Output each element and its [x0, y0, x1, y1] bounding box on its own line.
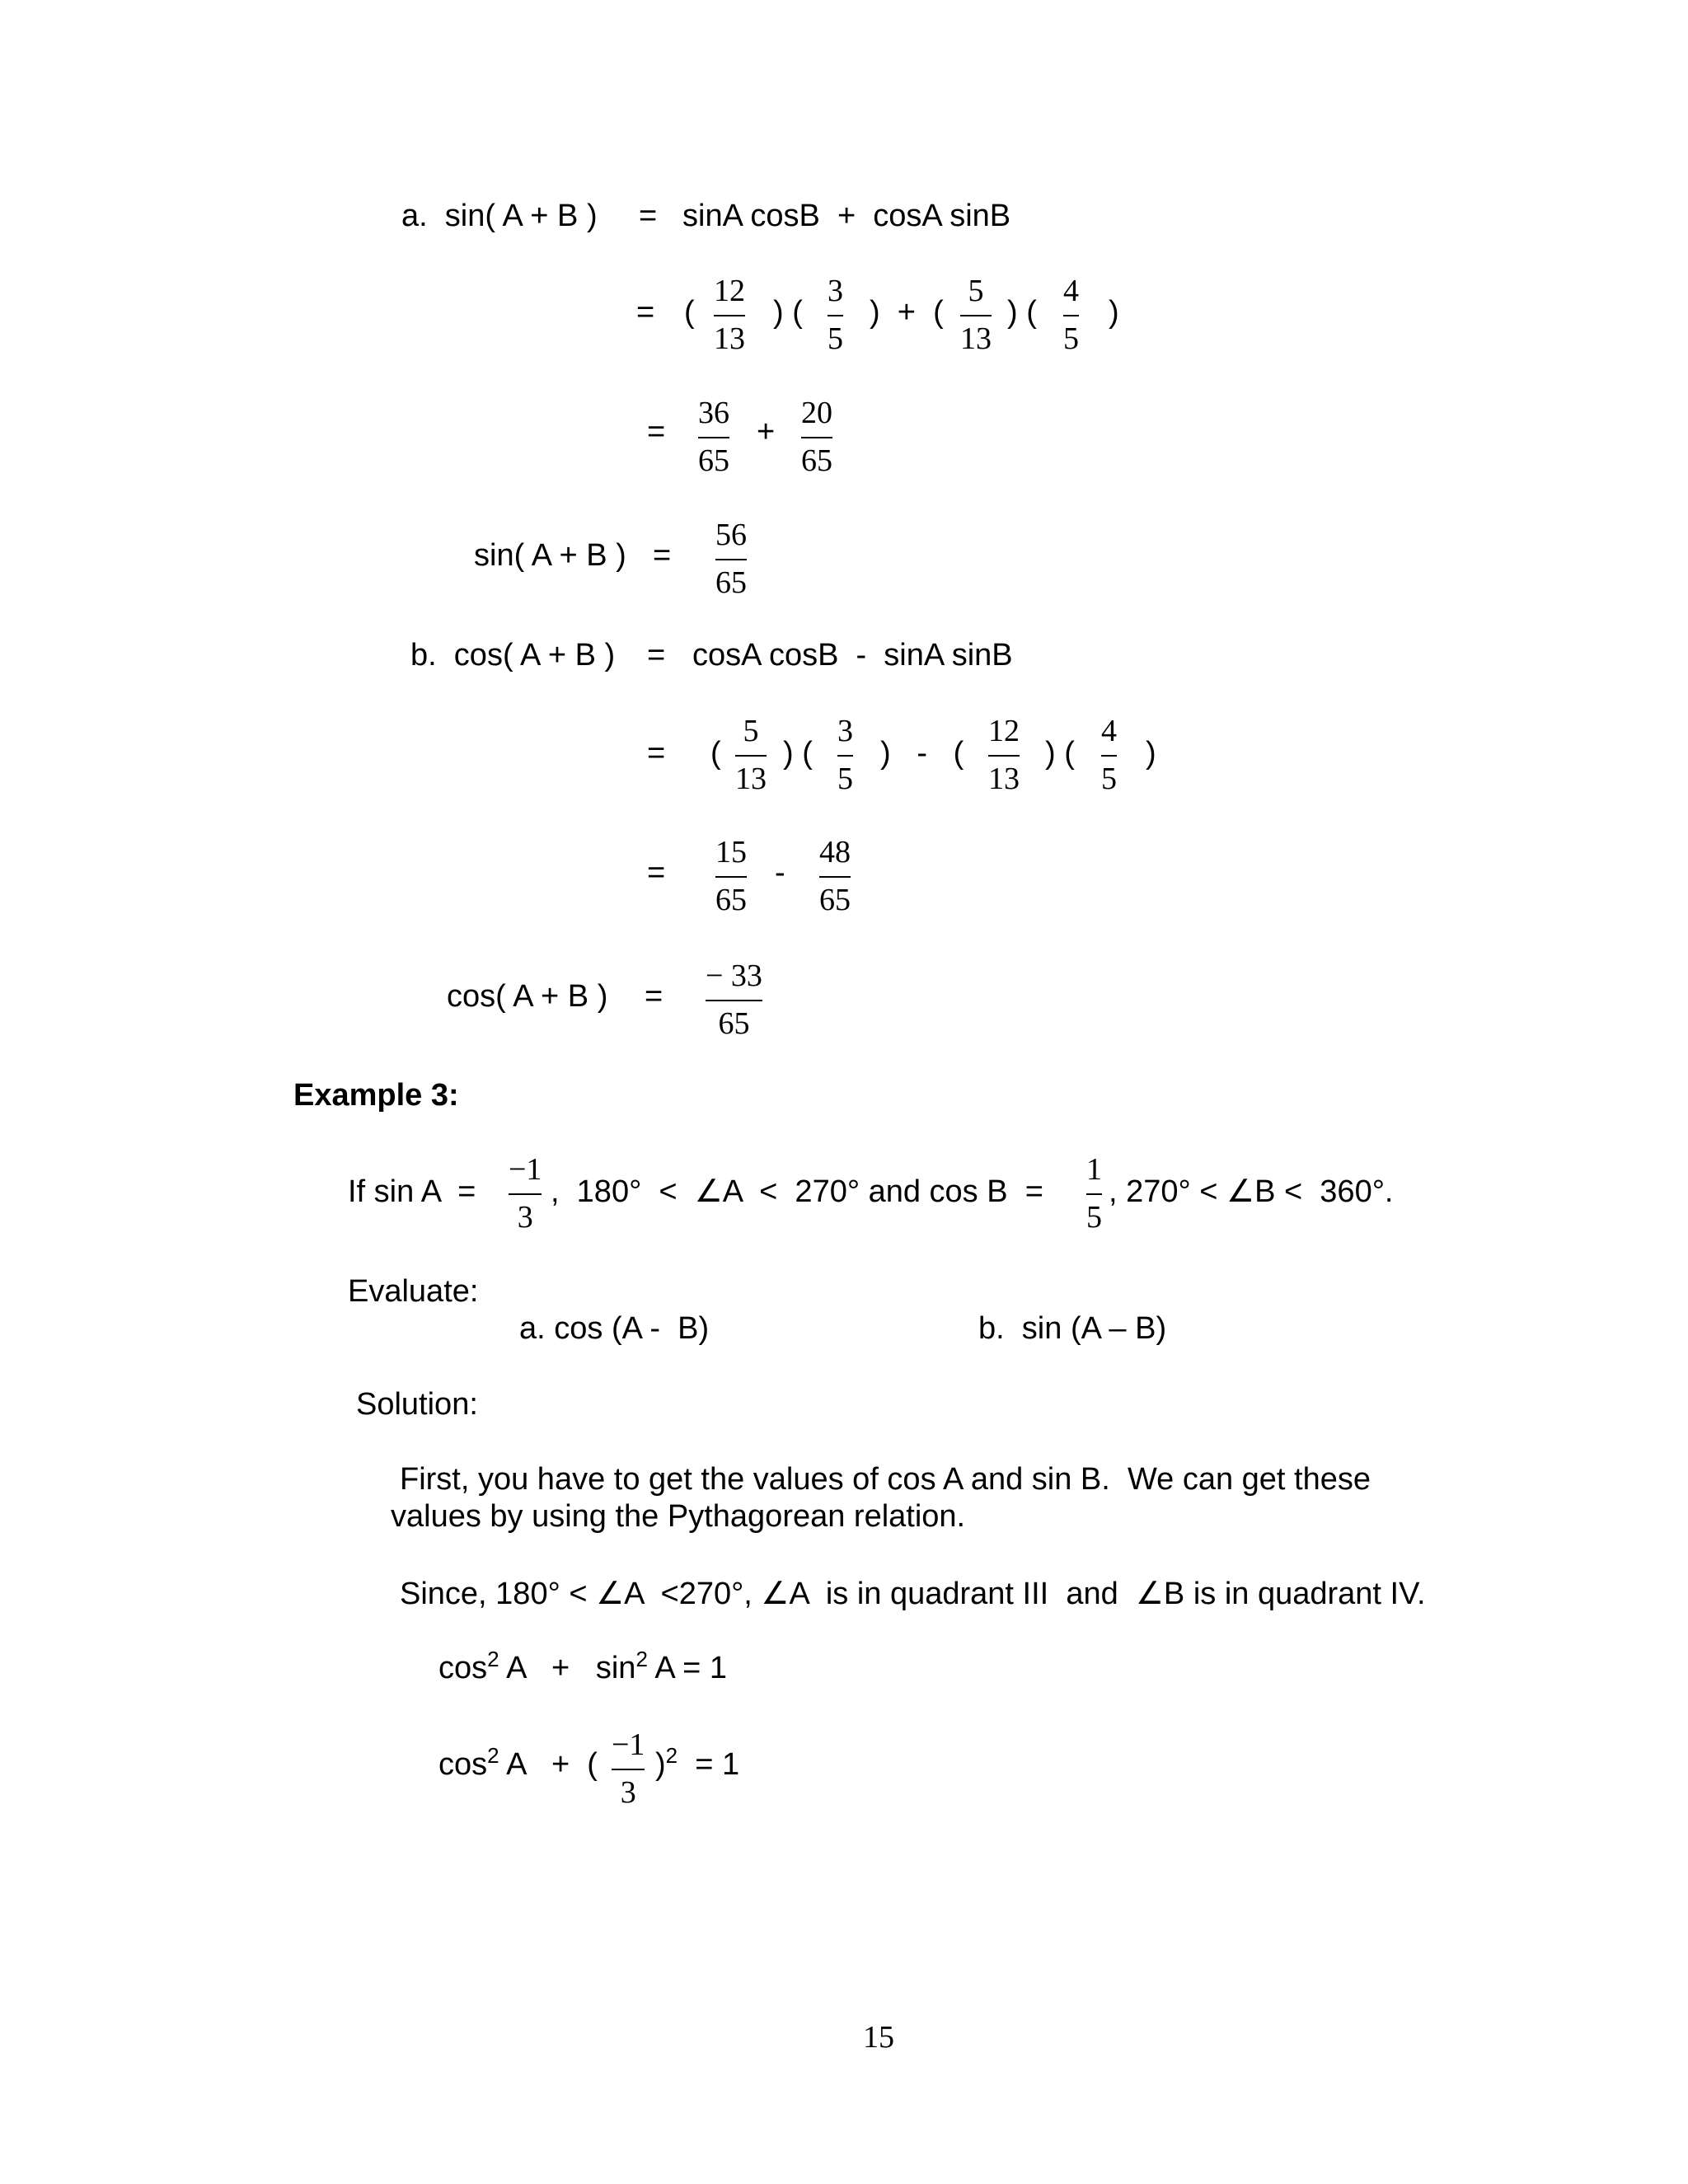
denominator: 5 — [1063, 321, 1079, 356]
part-b-equals: = — [647, 638, 666, 673]
fraction — [698, 397, 729, 476]
evaluate-label: Evaluate: — [348, 1274, 479, 1309]
part-a-equals: = — [639, 199, 658, 233]
denominator: 65 — [801, 443, 832, 478]
numerator: 12 — [988, 714, 1020, 748]
denominator: 13 — [735, 762, 767, 796]
exponent: 2 — [635, 1647, 648, 1671]
part-a-lhs: a. sin( A + B ) — [401, 199, 598, 233]
denominator: 5 — [1101, 762, 1117, 796]
fraction — [509, 1154, 542, 1233]
operator: + — [757, 415, 776, 449]
text: A = 1 — [647, 1651, 728, 1685]
denominator: 65 — [715, 565, 747, 600]
part-b-line2-equals: = — [647, 736, 666, 771]
page-number: 15 — [863, 2020, 894, 2055]
fraction — [837, 715, 853, 794]
part-b-result-equals: = — [645, 979, 663, 1014]
denominator: 5 — [1086, 1200, 1102, 1235]
fraction — [735, 715, 767, 794]
fraction — [801, 397, 832, 476]
given-prefix: If sin A = — [348, 1174, 476, 1209]
paren: ) ( — [1045, 736, 1075, 771]
denominator: 3 — [620, 1775, 636, 1810]
numerator: 5 — [968, 274, 984, 308]
numerator: 56 — [715, 518, 747, 552]
numerator: 4 — [1063, 274, 1079, 308]
paragraph-line: values by using the Pythagorean relation. — [391, 1499, 966, 1534]
paren: ) — [1146, 736, 1156, 771]
part-a-identity: sinA cosB + cosA sinB — [682, 199, 1011, 233]
part-b-line3-equals: = — [647, 855, 666, 890]
denominator: 5 — [837, 762, 853, 796]
paren: ) ( — [783, 736, 813, 771]
part-a-line3-equals: = — [647, 415, 666, 449]
part-b-identity: cosA cosB - sinA sinB — [692, 638, 1013, 673]
denominator: 65 — [819, 883, 851, 917]
paren: ) ( — [773, 295, 803, 330]
paren: ) — [1109, 295, 1119, 330]
fraction — [1086, 1154, 1102, 1233]
evaluate-item-b: b. sin (A – B) — [978, 1311, 1167, 1346]
equation-pythagorean — [438, 1647, 728, 1685]
numerator: −1 — [509, 1152, 542, 1187]
solution-label: Solution: — [356, 1387, 478, 1422]
denominator: 13 — [988, 762, 1020, 796]
operator: ) - ( — [880, 736, 964, 771]
fraction — [706, 960, 762, 1039]
numerator: −1 — [612, 1727, 645, 1762]
denominator: 13 — [714, 321, 745, 356]
part-a-line2-equals: = — [636, 295, 655, 330]
exponent: 2 — [487, 1647, 499, 1671]
fraction — [1101, 715, 1117, 794]
fraction — [828, 275, 843, 354]
denominator: 65 — [718, 1006, 750, 1041]
equation-substituted — [438, 1743, 598, 1782]
numerator: 1 — [1086, 1152, 1102, 1187]
denominator: 5 — [828, 321, 843, 356]
numerator: 12 — [714, 274, 745, 308]
operator: - — [775, 855, 785, 890]
fraction — [715, 519, 747, 598]
paragraph-line: First, you have to get the values of cos A and sin B. We can get these — [400, 1462, 1371, 1497]
numerator: − 33 — [706, 958, 762, 993]
equation-substituted-tail — [655, 1743, 740, 1782]
exponent: 2 — [487, 1743, 499, 1768]
fraction — [612, 1729, 645, 1808]
paren: ) ( — [1007, 295, 1037, 330]
example-heading: Example 3: — [293, 1078, 459, 1113]
text: A + ( — [499, 1747, 598, 1782]
numerator: 36 — [698, 396, 729, 430]
text: = 1 — [678, 1747, 740, 1782]
fraction — [988, 715, 1020, 794]
text: cos — [438, 1651, 488, 1685]
fraction — [960, 275, 992, 354]
numerator: 4 — [1101, 714, 1117, 748]
text: cos — [438, 1747, 488, 1782]
paren: ( — [710, 736, 721, 771]
paren: ( — [684, 295, 695, 330]
numerator: 3 — [837, 714, 853, 748]
fraction — [819, 837, 851, 916]
denominator: 65 — [698, 443, 729, 478]
evaluate-item-a: a. cos (A - B) — [519, 1311, 710, 1346]
fraction — [1063, 275, 1079, 354]
numerator: 20 — [801, 396, 832, 430]
given-middle: , 180° < ∠A < 270° and cos B = — [551, 1174, 1043, 1209]
fraction — [714, 275, 745, 354]
part-a-result-equals: = — [653, 538, 672, 573]
fraction — [715, 837, 747, 916]
denominator: 3 — [517, 1200, 533, 1235]
paragraph-line: Since, 180° < ∠A <270°, ∠A is in quadrant III and ∠B is in quadrant IV. — [400, 1577, 1426, 1611]
numerator: 48 — [819, 835, 851, 869]
numerator: 3 — [828, 274, 843, 308]
numerator: 5 — [743, 714, 759, 748]
numerator: 15 — [715, 835, 747, 869]
operator: ) + ( — [870, 295, 944, 330]
part-a-result-lhs: sin( A + B ) — [474, 538, 626, 573]
denominator: 65 — [715, 883, 747, 917]
denominator: 13 — [960, 321, 992, 356]
given-suffix: , 270° < ∠B < 360°. — [1109, 1174, 1394, 1209]
exponent: 2 — [665, 1743, 678, 1768]
part-b-result-lhs: cos( A + B ) — [447, 979, 608, 1014]
part-b-lhs: b. cos( A + B ) — [410, 638, 616, 673]
text: A + sin — [499, 1651, 636, 1685]
text: ) — [655, 1747, 666, 1782]
